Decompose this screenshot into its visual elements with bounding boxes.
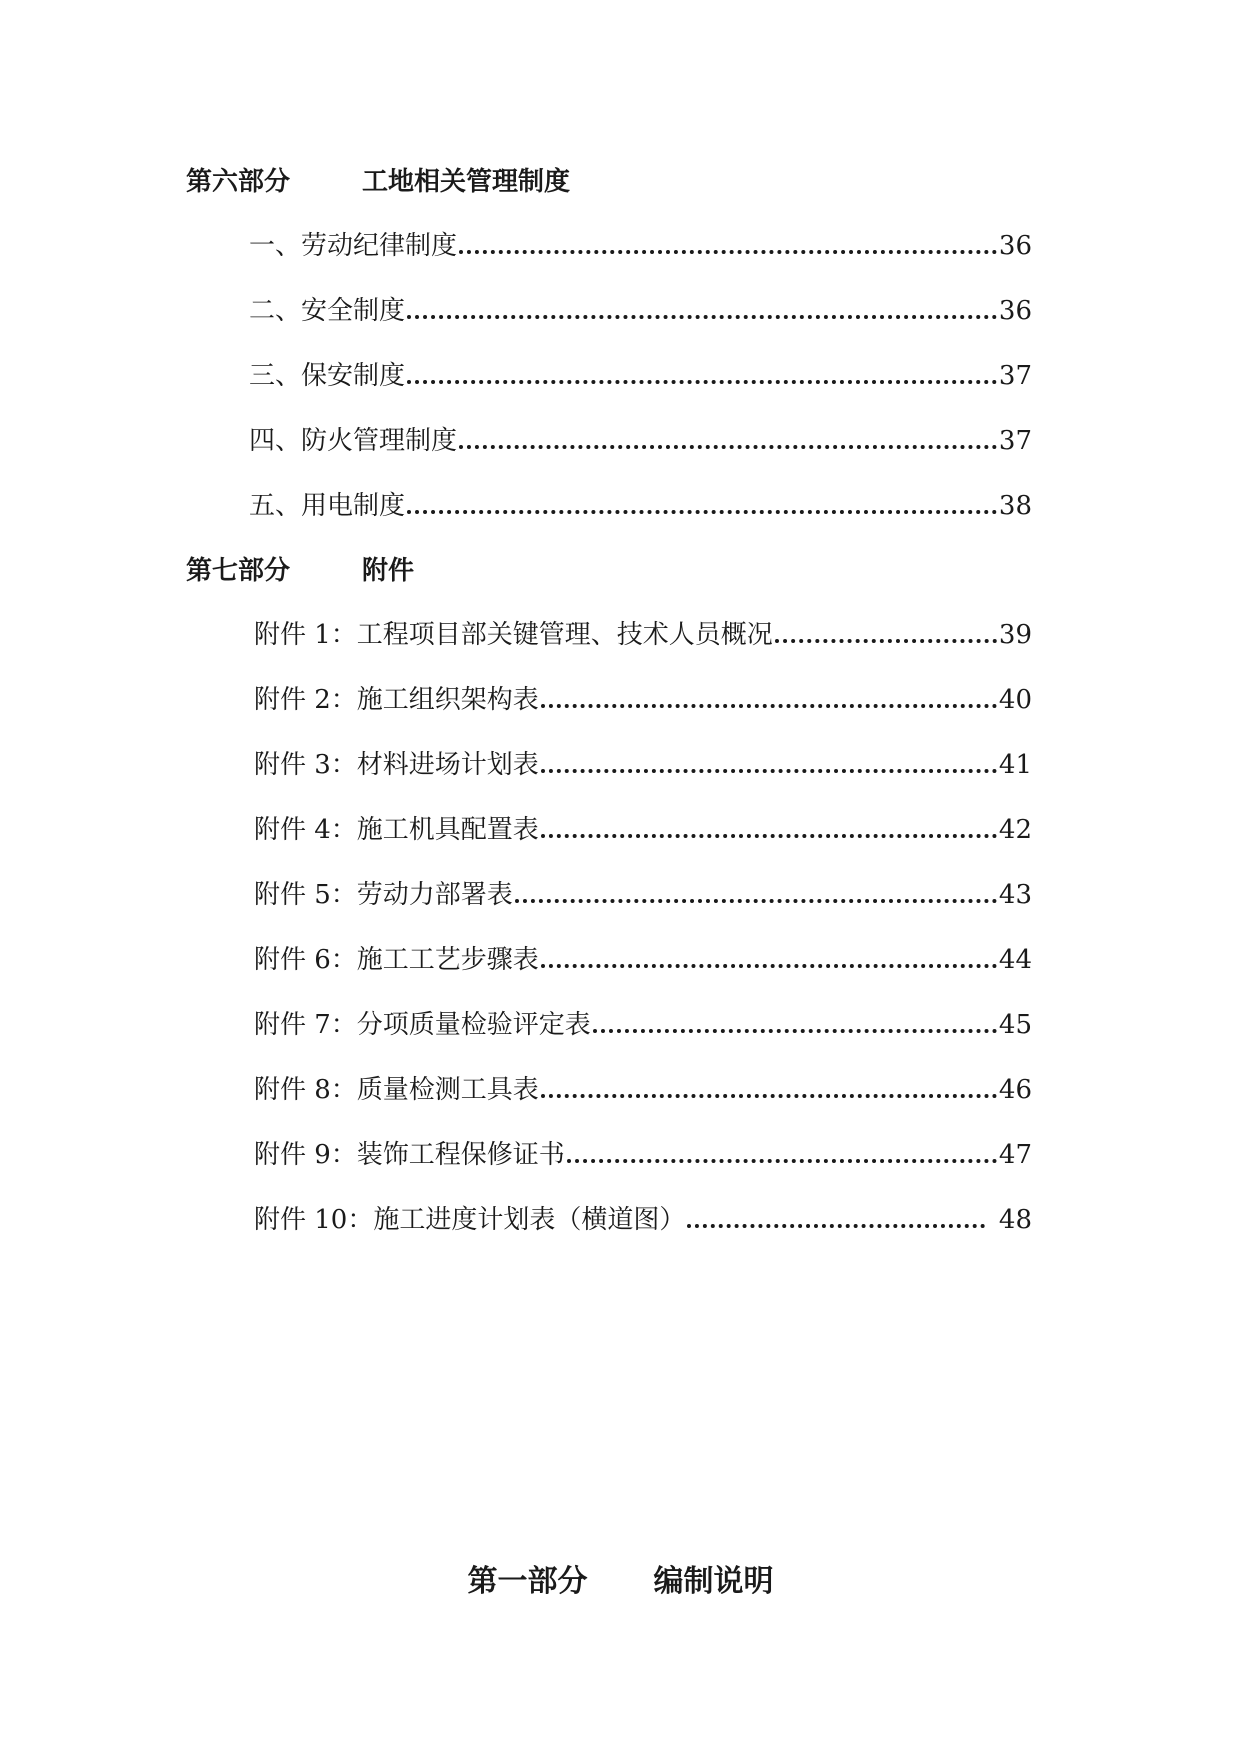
toc-page-number: 40 bbox=[998, 685, 1032, 715]
toc-page-number: 47 bbox=[998, 1140, 1032, 1170]
toc-page-number: 37 bbox=[998, 361, 1032, 391]
toc-entry-label: 一、劳动纪律制度 bbox=[249, 231, 458, 261]
toc-entry[interactable] bbox=[249, 226, 1032, 266]
toc-entry-label: 附件 10：施工进度计划表（横道图） bbox=[254, 1205, 686, 1235]
dot-leader bbox=[515, 875, 997, 915]
toc-entry[interactable] bbox=[254, 745, 1032, 785]
toc-page-number: 45 bbox=[998, 1010, 1032, 1040]
toc-entry-label: 附件 9：装饰工程保修证书 bbox=[254, 1140, 565, 1170]
toc-entry[interactable] bbox=[249, 421, 1032, 461]
toc-page-number: 39 bbox=[998, 620, 1032, 650]
toc-page-number: 37 bbox=[998, 426, 1032, 456]
section-part-label: 第六部分 bbox=[186, 167, 291, 197]
dot-leader bbox=[541, 940, 997, 980]
toc-entry-label: 附件 1：工程项目部关键管理、技术人员概况 bbox=[254, 620, 773, 650]
toc-page-number: 48 bbox=[998, 1205, 1032, 1235]
toc-entry[interactable] bbox=[254, 680, 1032, 720]
toc-entry-label: 三、保安制度 bbox=[249, 361, 406, 391]
toc-entry-label: 附件 3：材料进场计划表 bbox=[254, 750, 539, 780]
dot-leader bbox=[541, 745, 997, 785]
toc-entry[interactable] bbox=[254, 615, 1032, 655]
dot-leader bbox=[775, 615, 997, 655]
toc-entry[interactable] bbox=[254, 1135, 1032, 1175]
toc-page-number: 43 bbox=[998, 880, 1032, 910]
toc-entry[interactable] bbox=[249, 291, 1032, 331]
dot-leader bbox=[459, 226, 997, 266]
dot-leader bbox=[541, 680, 997, 720]
chapter-part-label: 第一部分 bbox=[467, 1564, 588, 1599]
toc-entry-label: 附件 7：分项质量检验评定表 bbox=[254, 1010, 591, 1040]
toc-page-number: 36 bbox=[998, 231, 1032, 261]
toc-entry-label: 五、用电制度 bbox=[249, 491, 406, 521]
dot-leader bbox=[541, 810, 997, 850]
toc-entry-label: 附件 4：施工机具配置表 bbox=[254, 815, 539, 845]
toc-entry[interactable] bbox=[254, 875, 1032, 915]
dot-leader bbox=[407, 356, 997, 396]
toc-entry-label: 附件 8：质量检测工具表 bbox=[254, 1075, 539, 1105]
section-title: 工地相关管理制度 bbox=[362, 167, 571, 197]
section-heading-6 bbox=[186, 162, 570, 202]
toc-page-number: 42 bbox=[998, 815, 1032, 845]
dot-leader bbox=[687, 1200, 985, 1240]
toc-entry-label: 四、防火管理制度 bbox=[249, 426, 458, 456]
toc-page-number: 44 bbox=[998, 945, 1032, 975]
dot-leader bbox=[459, 421, 997, 461]
toc-entry[interactable] bbox=[254, 940, 1032, 980]
toc-entry[interactable] bbox=[254, 810, 1032, 850]
dot-leader bbox=[407, 291, 997, 331]
dot-leader bbox=[567, 1135, 997, 1175]
toc-entry[interactable] bbox=[249, 486, 1032, 526]
toc-entry-label: 附件 5：劳动力部署表 bbox=[254, 880, 513, 910]
section-heading-7 bbox=[186, 551, 414, 591]
section-part-label: 第七部分 bbox=[186, 556, 291, 586]
section-title: 附件 bbox=[362, 556, 415, 586]
toc-entry[interactable] bbox=[254, 1200, 1032, 1240]
toc-entry-label: 附件 2：施工组织架构表 bbox=[254, 685, 539, 715]
chapter-title bbox=[0, 1560, 1241, 1604]
toc-page-number: 41 bbox=[998, 750, 1032, 780]
toc-entry[interactable] bbox=[254, 1070, 1032, 1110]
chapter-title-text: 编制说明 bbox=[653, 1564, 774, 1599]
dot-leader bbox=[407, 486, 997, 526]
toc-page-number: 36 bbox=[998, 296, 1032, 326]
toc-page-number: 38 bbox=[998, 491, 1032, 521]
toc-entry-label: 二、安全制度 bbox=[249, 296, 406, 326]
toc-page-number: 46 bbox=[998, 1075, 1032, 1105]
dot-leader bbox=[593, 1005, 997, 1045]
toc-entry[interactable] bbox=[254, 1005, 1032, 1045]
dot-leader bbox=[541, 1070, 997, 1110]
toc-entry[interactable] bbox=[249, 356, 1032, 396]
toc-entry-label: 附件 6：施工工艺步骤表 bbox=[254, 945, 539, 975]
